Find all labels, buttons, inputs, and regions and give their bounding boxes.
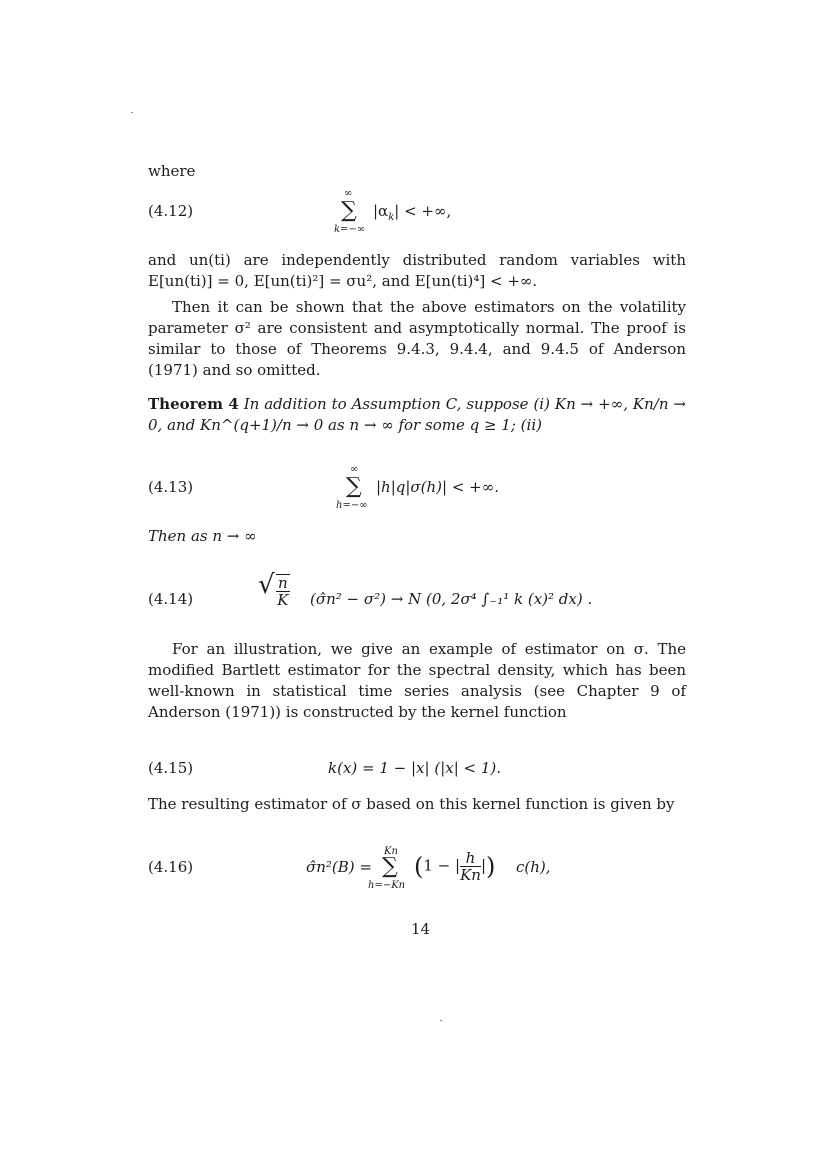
body-paragraph: The resulting estimator of σ based on this kernel function is given by [148, 795, 675, 813]
sqrt-term: √ [258, 570, 275, 600]
sum-upper-limit: ∞ [344, 188, 353, 199]
equation-number: (4.16) [148, 858, 194, 876]
equation-4-15 [148, 759, 686, 799]
summand: |h|q|σ(h)| < +∞. [376, 478, 500, 496]
sum-symbol: ∑ [382, 854, 398, 879]
where-label: where [148, 162, 196, 180]
body-paragraph: Then it can be shown that the above estimators on the volatility parameter σ² are consistent and asymptotically normal. The proof is similar to those of Theorems 9.4.3, 9.4.4, and 9.4.5 of Anderson (1971) and so omitted. [148, 298, 686, 379]
equation-4-16 [148, 846, 686, 898]
sqrt-fraction: $\frac{n}{K}$ [277, 574, 289, 609]
page-number: 14 [411, 920, 431, 938]
summand: $|\alpha_k|$ < +∞, [373, 202, 452, 223]
theorem-label: Theorem 4 [148, 395, 239, 413]
equation-4-14 [148, 570, 686, 624]
sum-lower-limit: h=−∞ [336, 500, 368, 511]
body-paragraph: and un(ti) are independently distributed random variables with E[un(ti)] = 0, E[un(ti)²] = σu², and E[un(ti)⁴] < +∞. [148, 251, 686, 290]
equation-number: (4.15) [148, 759, 194, 777]
sum-upper-limit: ∞ [350, 464, 359, 475]
sum-symbol: ∑ [346, 474, 362, 499]
body-paragraph: For an illustration, we give an example of estimator on σ. The modified Bartlett estimator for the spectral density, which has been well-known in statistical time series analysis (see Chapter 9 of Anderson (1971)) is constructed by the kernel function [148, 640, 686, 721]
equation-number: (4.14) [148, 590, 194, 608]
kernel-function: k(x) = 1 − |x| (|x| < 1). [328, 759, 502, 777]
sum-symbol: ∑ [341, 198, 357, 223]
weight-term: (1 − | $\frac{h}{Kn}$ |) [414, 849, 496, 884]
theorem-text: In addition to Assumption C, suppose (i) Kn → +∞, Kn/n → 0, and Kn^(q+1)/n → 0 as n → ∞ for some q ≥ 1; (ii) [148, 395, 686, 434]
sum-lower-limit: k=−∞ [334, 224, 366, 235]
sum-lower-limit: h=−Kn [368, 880, 406, 891]
equation-4-12 [148, 188, 686, 242]
scan-speck [131, 112, 133, 113]
estimator-lhs: σ̂n²(B) = [306, 858, 372, 876]
limit-expression: (σ̂n² − σ²) → N (0, 2σ⁴ ∫₋₁¹ k (x)² dx) . [310, 590, 593, 608]
equation-number: (4.12) [148, 202, 194, 220]
theorem-4 [148, 394, 686, 436]
scan-speck [440, 1020, 442, 1021]
equation-4-13 [148, 464, 686, 518]
equation-number: (4.13) [148, 478, 194, 496]
autocovariance-term: c(h), [516, 858, 551, 876]
then-text: Then as n → ∞ [148, 527, 257, 545]
sum-upper-limit: Kn [384, 846, 398, 857]
